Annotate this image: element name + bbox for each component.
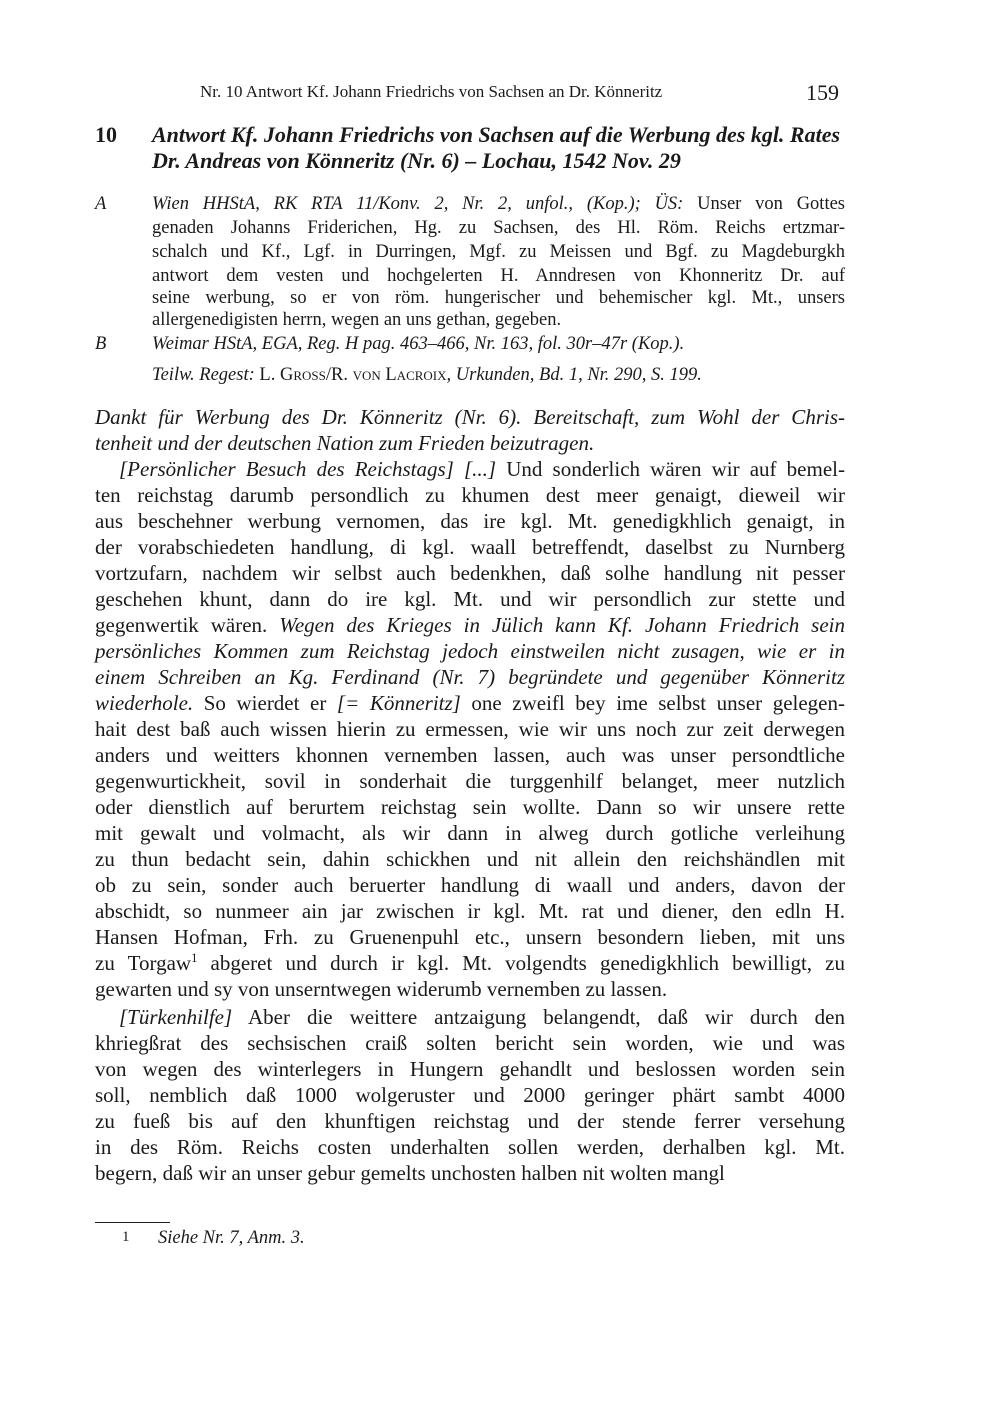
document-number: 10 bbox=[95, 122, 117, 147]
text-segment: genaden Johanns Friderichen, Hg. zu Sachsen, des Hl. Röm. Reichs ertzmar- bbox=[152, 218, 845, 238]
text-segment: Teilw. Regest: bbox=[152, 365, 260, 385]
text-segment: seine werbung, so er von röm. hungerischer und behemischer kgl. Mt., unsers bbox=[152, 288, 845, 308]
text-line bbox=[95, 561, 845, 586]
text-line bbox=[95, 743, 845, 768]
text-segment: gegenwertik wären. bbox=[95, 613, 280, 637]
text-segment: ob zu sein, sonder auch beruerter handlung di waall und anders, davon der bbox=[95, 873, 845, 897]
text-segment: [Persönlicher Besuch des Reichstags] [...] bbox=[119, 457, 507, 481]
text-line bbox=[95, 1031, 845, 1056]
text-line bbox=[95, 1135, 845, 1160]
text-segment: vortzufarn, nachdem wir selbst auch bedenkhen, daß solhe handlung nit pesser bbox=[95, 561, 845, 585]
text-line bbox=[152, 310, 845, 331]
text-line bbox=[95, 1109, 845, 1134]
text-segment: hait dest baß auch wissen hierin zu ermessen, wie wir uns noch zur zeit derwegen bbox=[95, 717, 845, 741]
text-segment: one zweifl bey ime selbst unser gelegen- bbox=[460, 691, 845, 715]
text-segment: tenheit und der deutschen Nation zum Frieden beizutragen. bbox=[95, 431, 595, 455]
text-segment: L. bbox=[259, 365, 280, 385]
text-line bbox=[95, 951, 845, 976]
text-segment: zu Torgaw bbox=[95, 951, 192, 975]
text-segment: abgeret und durch ir kgl. Mt. volgendts genedigkhlich bewilligt, zu bbox=[197, 951, 845, 975]
text-line bbox=[95, 925, 845, 950]
text-line bbox=[152, 266, 845, 287]
text-segment: Und sonderlich wären wir auf bemel- bbox=[506, 457, 845, 481]
text-segment: Unser von Gottes bbox=[697, 194, 846, 214]
running-header-title: Nr. 10 Antwort Kf. Johann Friedrichs von Sachsen an Dr. Könneritz bbox=[200, 82, 663, 101]
text-line bbox=[95, 873, 845, 898]
text-line bbox=[119, 1005, 845, 1030]
text-line bbox=[95, 977, 845, 1002]
text-line bbox=[95, 769, 845, 794]
text-line bbox=[95, 535, 845, 560]
text-segment: /R. bbox=[325, 365, 353, 385]
document-title-line: Dr. Andreas von Könneritz (Nr. 6) – Lochau, 1542 Nov. 29 bbox=[152, 148, 681, 173]
text-segment: der vorabschiedeten handlung, di kgl. waall betreffendt, daselbst zu Nurnberg bbox=[95, 535, 845, 559]
text-segment: begern, daß wir an unser gebur gemelts unchosten halben nit wolten mangl bbox=[95, 1161, 725, 1185]
text-segment: einem Schreiben an Kg. Ferdinand (Nr. 7) begründete und gegenüber Könneritz bbox=[95, 665, 845, 689]
text-line bbox=[119, 457, 845, 482]
text-segment: allergenedigisten herrn, wegen an uns gethan, gegeben. bbox=[152, 310, 562, 330]
footnote-rule bbox=[95, 1222, 170, 1223]
text-segment: anders und weitters khonnen vernemben lassen, auch was unser persondtliche bbox=[95, 743, 845, 767]
text-line bbox=[95, 431, 845, 456]
text-segment: Hansen Hofman, Frh. zu Gruenenpuhl etc., unsern besondern lieben, mit uns bbox=[95, 925, 845, 949]
source-label: B bbox=[95, 334, 107, 354]
text-segment: gewarten und sy von unserntwegen widerumb vernemben zu lassen. bbox=[95, 977, 668, 1001]
text-segment: oder dienstlich auf berurtem reichstag sein wollte. Dann so wir unsere rette bbox=[95, 795, 845, 819]
page-number: 159 bbox=[806, 80, 839, 105]
text-line bbox=[152, 365, 845, 386]
footnote-text: Siehe Nr. 7, Anm. 3. bbox=[158, 1228, 305, 1248]
text-segment: soll, nemblich daß 1000 wolgeruster und 2000 geringer phärt sambt 4000 bbox=[95, 1083, 845, 1107]
text-line bbox=[152, 288, 845, 309]
text-line bbox=[95, 613, 845, 638]
text-segment: khriegßrat des sechsischen craiß solten bericht sein worden, wie und was bbox=[95, 1031, 845, 1055]
document-title-line: Antwort Kf. Johann Friedrichs von Sachsen auf die Werbung des kgl. Rates bbox=[152, 122, 841, 147]
text-segment: zu fueß bis auf den khunftigen reichstag und der stende ferrer versehung bbox=[95, 1109, 845, 1133]
text-segment: [Türkenhilfe] bbox=[119, 1005, 233, 1029]
text-segment: , Urkunden, Bd. 1, Nr. 290, S. 199. bbox=[446, 365, 702, 385]
text-line bbox=[95, 639, 845, 664]
text-line bbox=[152, 218, 845, 239]
text-line bbox=[152, 334, 845, 355]
text-line bbox=[95, 1057, 845, 1082]
text-line bbox=[95, 717, 845, 742]
text-segment: Groß bbox=[279, 365, 326, 385]
text-segment: in des Röm. Reichs costen underhalten sollen werden, derhalben kgl. Mt. bbox=[95, 1135, 845, 1159]
text-segment: ten reichstag darumb persondlich zu khumen dest meer genaigt, dieweil wir bbox=[95, 483, 845, 507]
text-segment: Wegen des Krieges in Jülich kann Kf. Johann Friedrich sein bbox=[279, 613, 846, 637]
text-line bbox=[95, 405, 845, 430]
text-line bbox=[95, 899, 845, 924]
text-line bbox=[152, 194, 845, 215]
text-segment: persönliches Kommen zum Reichstag jedoch einstweilen nicht zusagen, wie er in bbox=[95, 639, 845, 663]
text-line bbox=[95, 509, 845, 534]
text-segment: geschehen khunt, dann do ire kgl. Mt. und wir persondlich zur stette und bbox=[95, 587, 845, 611]
text-segment: abschidt, so nunmeer ain jar zwischen ir kgl. Mt. rat und diener, den edln H. bbox=[95, 899, 845, 923]
text-segment: schalch und Kf., Lgf. in Durringen, Mgf. zu Meissen und Bgf. zu Magdeburgkh bbox=[152, 242, 845, 262]
text-segment: Weimar HStA, EGA, Reg. H pag. 463–466, Nr. 163, fol. 30r–47r (Kop.). bbox=[152, 334, 685, 354]
text-line bbox=[95, 587, 845, 612]
text-line bbox=[95, 847, 845, 872]
text-line bbox=[95, 1161, 845, 1186]
text-segment: aus beschehner werbung vernomen, das ire kgl. Mt. genedigkhlich genaigt, in bbox=[95, 509, 845, 533]
text-segment: Aber die weittere antzaigung belangendt, daß wir durch den bbox=[232, 1005, 845, 1029]
text-segment: Dankt für Werbung des Dr. Könneritz (Nr. 6). Bereitschaft, zum Wohl der Chris- bbox=[95, 405, 845, 429]
text-segment: [= Könneritz] bbox=[336, 691, 461, 715]
text-segment: gegenwurtickheit, sovil in sonderhait die turggenhilf belanget, meer nutzlich bbox=[95, 769, 845, 793]
text-segment: mit gewalt und volmacht, als wir dann in alweg durch gotliche verleihung bbox=[95, 821, 845, 845]
source-label: A bbox=[95, 194, 107, 214]
footnote-number: 1 bbox=[122, 1229, 130, 1245]
text-segment: wiederhole. bbox=[95, 691, 194, 715]
text-line bbox=[95, 1083, 845, 1108]
text-segment: von wegen des winterlegers in Hungern gehandlt und beslossen worden sein bbox=[95, 1057, 845, 1081]
text-segment: zu thun bedacht sein, dahin schickhen und nit allein den reichshändlen mit bbox=[95, 847, 845, 871]
text-segment: von Lacroix bbox=[352, 365, 447, 385]
text-line bbox=[152, 242, 845, 263]
text-segment: So wierdet er bbox=[193, 691, 337, 715]
text-segment: antwort dem vesten und hochgelerten H. Anndresen von Khonneritz Dr. auf bbox=[152, 266, 845, 286]
text-line bbox=[95, 665, 845, 690]
text-line bbox=[95, 691, 845, 716]
text-line bbox=[95, 795, 845, 820]
footnote-ref: 1 bbox=[191, 951, 198, 965]
text-line bbox=[95, 483, 845, 508]
text-segment: Wien HHStA, RK RTA 11/Konv. 2, Nr. 2, unfol., (Kop.); ÜS: bbox=[152, 194, 698, 214]
text-line bbox=[95, 821, 845, 846]
